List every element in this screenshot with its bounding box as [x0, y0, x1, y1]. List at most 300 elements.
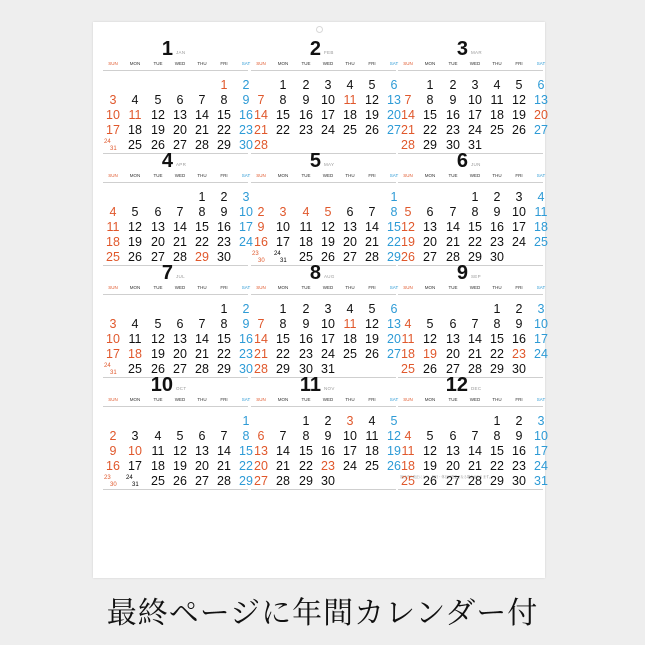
weekday-label: WED — [469, 285, 481, 290]
day-cell: 28 — [217, 474, 231, 488]
day-cell: 18 — [343, 108, 357, 122]
day-cell: 31 — [534, 474, 548, 488]
day-cell: 16 — [217, 220, 231, 234]
day-cell: 20 — [151, 235, 165, 249]
day-cell: 22 — [195, 235, 209, 249]
month-header — [251, 374, 396, 396]
day-cell: 23 — [321, 459, 335, 473]
month-name-en: JAN — [176, 50, 186, 55]
day-cell: 12 — [423, 332, 437, 346]
month-header — [398, 374, 543, 396]
day-cell: 29 — [276, 362, 290, 376]
day-cell: 23 — [299, 347, 313, 361]
day-cell: 30 — [299, 362, 313, 376]
day-cell: 11 — [128, 108, 142, 122]
day-cell: 25 — [343, 123, 357, 137]
hanging-hole — [316, 26, 323, 33]
weekday-label: WED — [322, 285, 334, 290]
divider-line — [103, 489, 248, 490]
day-cell: 28 — [365, 250, 379, 264]
day-cell: 15 — [276, 108, 290, 122]
day-cell: 17 — [321, 332, 335, 346]
day-cell: 19 — [423, 459, 437, 473]
day-cell-combined — [103, 474, 123, 489]
day-cell: 21 — [254, 347, 268, 361]
day-cell: 18 — [534, 220, 548, 234]
divider-line — [103, 406, 248, 407]
day-cell: 4 — [131, 93, 139, 107]
weekday-label: FRI — [220, 285, 228, 290]
day-cell: 1 — [390, 190, 398, 204]
day-cell: 30 — [239, 362, 253, 376]
day-cell: 24 — [534, 459, 548, 473]
month-number: 8 — [309, 262, 321, 284]
day-cell: 11 — [299, 220, 313, 234]
weekday-label: MON — [277, 61, 289, 66]
day-cell: 25 — [365, 459, 379, 473]
day-cell: 18 — [128, 123, 142, 137]
day-cell: 13 — [387, 317, 401, 331]
day-cell: 17 — [276, 235, 290, 249]
month-name-en: SEP — [471, 274, 481, 279]
day-cell: 1 — [220, 78, 228, 92]
divider-line — [398, 406, 543, 407]
day-cell: 27 — [343, 250, 357, 264]
day-cell: 14 — [254, 108, 268, 122]
day-cell: 20 — [387, 332, 401, 346]
day-cell: 11 — [343, 93, 357, 107]
month-name-en: DEC — [471, 386, 482, 391]
day-cell: 30 — [321, 474, 335, 488]
day-cell: 10 — [534, 317, 548, 331]
day-cell: 19 — [512, 108, 526, 122]
day-cell: 4 — [493, 78, 501, 92]
day-cell: 14 — [254, 332, 268, 346]
day-cell: 3 — [324, 78, 332, 92]
day-cell: 22 — [490, 459, 504, 473]
month-header — [103, 150, 248, 172]
weekday-label: MON — [424, 397, 436, 402]
day-cell: 18 — [343, 332, 357, 346]
divider-line — [251, 70, 396, 71]
day-cell: 18 — [401, 459, 415, 473]
day-cell: 24 — [534, 347, 548, 361]
month-name-en: APR — [176, 162, 187, 167]
day-cell: 8 — [279, 317, 287, 331]
weekday-label: SAT — [241, 285, 251, 290]
day-cell: 27 — [173, 362, 187, 376]
weekday-label: SUN — [108, 173, 118, 178]
day-cell: 9 — [302, 317, 310, 331]
day-cell: 16 — [299, 332, 313, 346]
day-cell: 18 — [490, 108, 504, 122]
day-cell: 25 — [401, 362, 415, 376]
day-cell: 5 — [426, 429, 434, 443]
day-cell: 19 — [401, 235, 415, 249]
day-cell: 7 — [471, 429, 479, 443]
day-cell: 19 — [387, 444, 401, 458]
day-cell: 29 — [423, 138, 437, 152]
weekday-label: FRI — [220, 173, 228, 178]
day-cell: 14 — [217, 444, 231, 458]
day-cell: 12 — [512, 93, 526, 107]
month-header — [398, 150, 543, 172]
month-number: 5 — [309, 150, 321, 172]
day-cell: 1 — [198, 190, 206, 204]
weekday-label: TUE — [153, 61, 163, 66]
day-cell: 19 — [151, 123, 165, 137]
day-cell: 28 — [173, 250, 187, 264]
day-cell: 8 — [220, 317, 228, 331]
weekday-label: WED — [322, 61, 334, 66]
weekday-label: FRI — [220, 397, 228, 402]
day-cell: 30 — [239, 138, 253, 152]
day-cell: 25 — [534, 235, 548, 249]
day-cell: 22 — [490, 347, 504, 361]
month-name-en: JUN — [471, 162, 481, 167]
day-cell: 4 — [404, 429, 412, 443]
day-cell: 1 — [493, 414, 501, 428]
day-cell: 11 — [343, 317, 357, 331]
day-cell: 2 — [515, 414, 523, 428]
weekday-label: MON — [424, 285, 436, 290]
day-cell: 2 — [257, 205, 265, 219]
day-cell: 27 — [446, 474, 460, 488]
weekday-label: THU — [492, 173, 502, 178]
weekday-label: WED — [322, 397, 334, 402]
day-cell: 6 — [257, 429, 265, 443]
day-cell: 22 — [239, 459, 253, 473]
day-cell: 16 — [512, 332, 526, 346]
weekday-label: THU — [492, 61, 502, 66]
day-cell: 14 — [446, 220, 460, 234]
day-cell: 9 — [324, 429, 332, 443]
day-cell: 2 — [515, 302, 523, 316]
month-block — [103, 262, 253, 376]
day-cell: 18 — [299, 235, 313, 249]
day-cell: 12 — [151, 108, 165, 122]
weekday-label: SUN — [403, 61, 413, 66]
weekday-label: MON — [277, 173, 289, 178]
day-cell: 29 — [490, 362, 504, 376]
day-cell: 9 — [515, 429, 523, 443]
day-cell: 6 — [346, 205, 354, 219]
day-cell: 13 — [173, 108, 187, 122]
day-cell: 6 — [176, 317, 184, 331]
day-cell: 4 — [537, 190, 545, 204]
day-cell: 13 — [151, 220, 165, 234]
day-cell: 2 — [302, 78, 310, 92]
day-cell: 8 — [242, 429, 250, 443]
day-cell: 19 — [365, 108, 379, 122]
day-cell: 4 — [131, 317, 139, 331]
day-cell: 29 — [217, 362, 231, 376]
day-cell: 26 — [365, 347, 379, 361]
day-cell: 3 — [131, 429, 139, 443]
day-cell: 22 — [387, 235, 401, 249]
day-cell: 28 — [401, 138, 415, 152]
day-cell: 9 — [449, 93, 457, 107]
day-cell: 26 — [423, 474, 437, 488]
weekday-label: FRI — [368, 61, 376, 66]
day-cell: 24 — [321, 123, 335, 137]
day-cell: 28 — [195, 362, 209, 376]
day-cell: 7 — [257, 93, 265, 107]
day-cell: 15 — [217, 108, 231, 122]
day-number: 31 — [110, 146, 117, 152]
day-cell: 8 — [198, 205, 206, 219]
day-cell: 20 — [343, 235, 357, 249]
weekday-label: WED — [469, 61, 481, 66]
month-header — [398, 262, 543, 284]
weekday-label: SAT — [536, 285, 546, 290]
day-cell: 19 — [151, 347, 165, 361]
day-cell: 10 — [321, 93, 335, 107]
day-cell: 8 — [390, 205, 398, 219]
month-block — [103, 38, 253, 152]
day-cell: 2 — [242, 302, 250, 316]
day-cell: 4 — [368, 414, 376, 428]
day-cell: 29 — [490, 474, 504, 488]
day-cell: 10 — [534, 429, 548, 443]
day-cell: 12 — [365, 93, 379, 107]
day-cell: 15 — [490, 332, 504, 346]
weekday-label: SAT — [241, 397, 251, 402]
day-cell: 16 — [490, 220, 504, 234]
day-cell: 21 — [365, 235, 379, 249]
day-number: 24 — [126, 475, 133, 481]
day-cell: 25 — [128, 138, 142, 152]
day-cell: 27 — [534, 123, 548, 137]
day-cell: 9 — [109, 444, 117, 458]
day-cell: 18 — [401, 347, 415, 361]
day-cell: 11 — [365, 429, 379, 443]
weekday-label: SUN — [256, 173, 266, 178]
weekday-label: WED — [469, 397, 481, 402]
day-cell: 1 — [279, 78, 287, 92]
day-cell: 8 — [471, 205, 479, 219]
weekday-label: THU — [197, 397, 207, 402]
day-cell: 20 — [195, 459, 209, 473]
divider-line — [251, 406, 396, 407]
day-cell: 25 — [490, 123, 504, 137]
day-number: 31 — [110, 370, 117, 376]
divider-line — [398, 182, 543, 183]
day-cell: 20 — [446, 347, 460, 361]
day-cell: 4 — [302, 205, 310, 219]
day-cell: 13 — [387, 93, 401, 107]
day-cell: 30 — [446, 138, 460, 152]
weekday-label: SUN — [403, 173, 413, 178]
day-cell: 7 — [176, 205, 184, 219]
weekday-label: FRI — [220, 61, 228, 66]
day-cell: 11 — [151, 444, 165, 458]
day-cell: 7 — [257, 317, 265, 331]
day-cell: 19 — [423, 347, 437, 361]
day-cell: 5 — [390, 414, 398, 428]
day-cell: 7 — [471, 317, 479, 331]
day-cell: 14 — [468, 332, 482, 346]
weekday-label: FRI — [368, 285, 376, 290]
day-cell: 5 — [404, 205, 412, 219]
day-cell: 17 — [106, 347, 120, 361]
weekday-label: MON — [129, 285, 141, 290]
day-cell: 31 — [321, 362, 335, 376]
day-cell: 29 — [387, 250, 401, 264]
day-cell: 5 — [154, 93, 162, 107]
day-cell: 8 — [493, 429, 501, 443]
weekday-label: MON — [277, 285, 289, 290]
day-cell: 1 — [279, 302, 287, 316]
day-cell: 26 — [128, 250, 142, 264]
weekday-label: THU — [345, 397, 355, 402]
weekday-label: WED — [174, 285, 186, 290]
day-cell: 26 — [151, 362, 165, 376]
day-cell: 6 — [537, 78, 545, 92]
day-cell: 30 — [217, 250, 231, 264]
day-cell: 16 — [254, 235, 268, 249]
weekday-label: SAT — [389, 285, 399, 290]
day-cell: 13 — [173, 332, 187, 346]
month-header — [103, 38, 248, 60]
month-name-en: NOV — [324, 386, 335, 391]
day-cell: 6 — [154, 205, 162, 219]
weekday-label: MON — [129, 61, 141, 66]
weekday-label: TUE — [153, 173, 163, 178]
month-block — [251, 374, 401, 488]
weekday-label: MON — [129, 173, 141, 178]
day-cell: 21 — [254, 123, 268, 137]
day-cell: 5 — [368, 78, 376, 92]
day-cell: 24 — [468, 123, 482, 137]
weekday-label: MON — [424, 61, 436, 66]
day-cell: 16 — [446, 108, 460, 122]
weekday-label: THU — [345, 285, 355, 290]
day-cell: 16 — [106, 459, 120, 473]
weekday-label: TUE — [301, 173, 311, 178]
divider-line — [103, 182, 248, 183]
day-cell: 17 — [239, 220, 253, 234]
day-cell: 10 — [239, 205, 253, 219]
month-number: 6 — [456, 150, 468, 172]
weekday-label: THU — [345, 173, 355, 178]
weekday-label: WED — [174, 397, 186, 402]
day-cell: 26 — [321, 250, 335, 264]
day-cell: 17 — [128, 459, 142, 473]
weekday-label: THU — [197, 61, 207, 66]
day-cell: 26 — [512, 123, 526, 137]
day-cell: 11 — [401, 444, 415, 458]
divider-line — [103, 70, 248, 71]
day-cell: 9 — [493, 205, 501, 219]
day-cell: 25 — [128, 362, 142, 376]
weekday-label: SAT — [389, 173, 399, 178]
month-header — [398, 38, 543, 60]
day-cell: 2 — [220, 190, 228, 204]
day-cell: 15 — [490, 444, 504, 458]
day-cell: 22 — [299, 459, 313, 473]
day-cell: 22 — [468, 235, 482, 249]
day-cell: 31 — [468, 138, 482, 152]
day-cell: 19 — [128, 235, 142, 249]
day-cell: 5 — [324, 205, 332, 219]
day-cell: 7 — [404, 93, 412, 107]
day-cell: 8 — [426, 93, 434, 107]
day-cell: 29 — [468, 250, 482, 264]
day-cell: 7 — [279, 429, 287, 443]
weekday-label: SUN — [108, 397, 118, 402]
day-cell: 5 — [426, 317, 434, 331]
day-cell: 22 — [217, 123, 231, 137]
day-cell: 18 — [151, 459, 165, 473]
day-number: 30 — [258, 258, 265, 264]
day-cell: 18 — [128, 347, 142, 361]
day-cell: 12 — [423, 444, 437, 458]
weekday-label: TUE — [448, 397, 458, 402]
day-cell: 18 — [106, 235, 120, 249]
weekday-label: TUE — [153, 285, 163, 290]
day-cell: 16 — [239, 332, 253, 346]
month-header — [251, 38, 396, 60]
day-cell: 14 — [173, 220, 187, 234]
weekday-label: TUE — [301, 285, 311, 290]
day-cell: 17 — [534, 444, 548, 458]
day-cell: 3 — [346, 414, 354, 428]
day-cell: 1 — [242, 414, 250, 428]
day-cell: 15 — [299, 444, 313, 458]
day-cell: 3 — [109, 317, 117, 331]
month-name-en: FEB — [324, 50, 334, 55]
day-cell: 24 — [343, 459, 357, 473]
day-cell: 30 — [512, 362, 526, 376]
day-cell: 4 — [109, 205, 117, 219]
weekday-label: FRI — [515, 397, 523, 402]
day-cell: 5 — [368, 302, 376, 316]
weekday-label: WED — [322, 173, 334, 178]
weekday-label: WED — [174, 61, 186, 66]
day-cell: 21 — [173, 235, 187, 249]
month-header — [251, 262, 396, 284]
day-cell: 26 — [387, 459, 401, 473]
day-number: 24 — [104, 363, 111, 369]
day-cell: 16 — [321, 444, 335, 458]
day-cell: 26 — [423, 362, 437, 376]
day-cell: 5 — [176, 429, 184, 443]
product-caption: 最終ページに年間カレンダー付 — [106, 597, 539, 630]
day-cell: 27 — [423, 250, 437, 264]
day-cell: 22 — [276, 347, 290, 361]
day-cell: 17 — [512, 220, 526, 234]
day-cell: 1 — [493, 302, 501, 316]
day-cell: 29 — [299, 474, 313, 488]
day-cell: 12 — [128, 220, 142, 234]
day-cell: 11 — [401, 332, 415, 346]
day-cell: 15 — [195, 220, 209, 234]
day-cell: 17 — [321, 108, 335, 122]
day-cell: 27 — [254, 474, 268, 488]
day-cell: 6 — [176, 93, 184, 107]
day-cell: 26 — [401, 250, 415, 264]
weekday-label: THU — [197, 173, 207, 178]
weekday-label: SUN — [403, 285, 413, 290]
day-cell: 28 — [446, 250, 460, 264]
month-number: 1 — [161, 38, 173, 60]
day-cell: 15 — [468, 220, 482, 234]
day-cell: 1 — [302, 414, 310, 428]
day-cell: 23 — [490, 235, 504, 249]
day-cell: 14 — [195, 332, 209, 346]
day-cell: 25 — [343, 347, 357, 361]
